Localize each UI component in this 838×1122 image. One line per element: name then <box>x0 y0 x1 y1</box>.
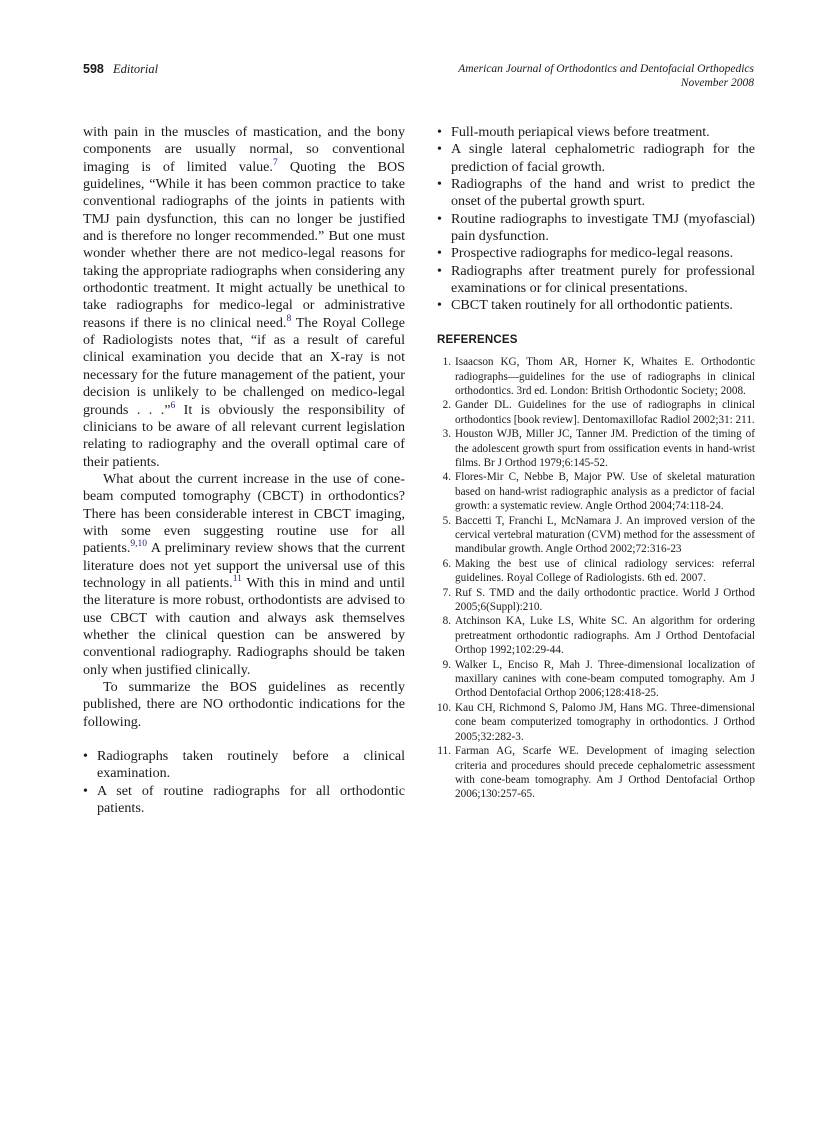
list-item: • Radiographs taken routinely before a clinical examination. <box>83 748 405 783</box>
citation-link[interactable]: 6 <box>170 400 176 411</box>
section-name: Editorial <box>112 62 159 76</box>
reference-item: 4. Flores-Mir C, Nebbe B, Major PW. Use of skeletal maturation based on hand-wrist radiographic analysis as a predictor of facial growth: a systematic review. Angle Orthod 2004;74:118-24. <box>442 471 755 513</box>
list-item: • Full-mouth periapical views before treatment. <box>437 124 755 141</box>
page-number: 598 <box>83 62 104 76</box>
reference-item: 2. Gander DL. Guidelines for the use of radiographs in clinical orthodontics [book review]. Dentomaxillofac Radiol 2002;31: 211. <box>442 399 755 426</box>
citation-link[interactable]: 8 <box>286 313 292 324</box>
references-list <box>437 355 755 802</box>
reference-item: 3. Houston WJB, Miller JC, Tanner JM. Prediction of the timing of the adolescent growth spurt from ossification events in hand-wrist films. Br J Orthod 1979;6:145-52. <box>442 428 755 469</box>
spacer <box>83 731 405 748</box>
reference-item: 6. Making the best use of clinical radiology services: referral guidelines. Royal College of Radiologists. 6th ed. 2007. <box>442 557 755 585</box>
reference-item: 10. Kau CH, Richmond S, Palomo JM, Hans MG. Three-dimensional cone beam computerized tomography in orthodontics. J Orthod 2005;32:282-3. <box>437 701 755 743</box>
references-heading: REFERENCES <box>437 333 518 346</box>
reference-item: 8. Atchinson KA, Luke LS, White SC. An algorithm for ordering pretreatment orthodontic radiographs. Am J Orthod Dentofacial Orthop 1992;102:29-44. <box>442 615 755 657</box>
reference-item: 1. Isaacson KG, Thom AR, Horner K, Whaites E. Orthodontic radiographs—guidelines for the use of radiographs in clinical orthodontics. 3rd ed. London: British Orthodontic Society; 2008. <box>442 356 755 397</box>
citation-link[interactable]: 7 <box>272 157 278 168</box>
left-column <box>83 124 405 817</box>
reference-item: 9. Walker L, Enciso R, Mah J. Three-dimensional localization of maxillary canines with cone-beam computed tomography. Am J Orthod Dentofacial Orthop 2006;128:418-25. <box>442 658 755 700</box>
running-header-left <box>83 62 158 77</box>
list-item: • Prospective radiographs for medico-legal reasons. <box>437 245 755 262</box>
reference-item: 5. Baccetti T, Franchi L, McNamara J. An improved version of the cervical vertebral maturation (CVM) method for the assessment of mandibular growth. Angle Orthod 2002;72:316-23 <box>442 514 755 556</box>
no-indication-list-part1 <box>83 748 405 817</box>
list-item: • CBCT taken routinely for all orthodontic patients. <box>437 297 755 314</box>
reference-item: 11. Farman AG, Scarfe WE. Development of imaging selection criteria and procedures should precede cephalometric assessment with cone-beam tomography. Am J Orthod Dentofacial Orthop 2006;130:257-65. <box>437 745 755 801</box>
citation-link[interactable]: 11 <box>232 573 242 584</box>
list-item: • Radiographs after treatment purely for professional examinations or for clinical presentations. <box>437 263 755 298</box>
list-item: • Radiographs of the hand and wrist to predict the onset of the pubertal growth spurt. <box>437 176 755 211</box>
running-header-right <box>458 62 754 90</box>
no-indication-list-part2 <box>437 124 755 315</box>
reference-item: 7. Ruf S. TMD and the daily orthodontic practice. World J Orthod 2005;6(Suppl):210. <box>442 586 755 614</box>
list-item: • A set of routine radiographs for all orthodontic patients. <box>83 783 405 818</box>
journal-title: American Journal of Orthodontics and Dentofacial Orthopedics <box>458 63 754 75</box>
citation-link[interactable]: 9,10 <box>130 539 147 550</box>
list-item: • A single lateral cephalometric radiograph for the prediction of facial growth. <box>437 141 755 176</box>
paragraph-tmj: with pain in the muscles of mastication, and the bony components are usually normal, so conventional imaging is of limited value.$^7$ Quoting the BOS guidelines, “While it has been common practice to take conventional radiographs of the joints in patients with TMJ pain dysfunction, this can no longer be justified and is therefore no longer recommended.” But one must wonder whether there are not medico-legal reasons for taking the appropriate radiographs when considering any orthodontic treatment. It might actually be unethical to take radiographs for medico-legal or administrative reasons if there is no clinical need.$^8$ The Royal College of Radiologists notes that, “if as a result of careful clinical examination you decide that an X-ray is not necessary for the future management of the patient, your decision is unlikely to be challenged on medico-legal grounds . . .”$^6$ It is obviously the responsibility of clinicians to be aware of all relevant current legislation relating to radiography and the overall optimal care of their patients. <box>83 124 406 470</box>
paragraph-summary: To summarize the BOS guidelines as recently published, there are NO orthodontic indications for the following. <box>83 679 405 730</box>
list-item: • Routine radiographs to investigate TMJ (myofascial) pain dysfunction. <box>437 211 755 246</box>
issue-date: November 2008 <box>680 77 754 89</box>
paragraph-cbct: What about the current increase in the use of cone-beam computed tomography (CBCT) in orthodontics? There has been considerable interest in CBCT imaging, with some even suggesting routine use for all patients.$^{9,10}$ A preliminary review shows that the current literature does not yet support the universal use of this technology in all patients.$^{11}$ With this in mind and until the literature is more robust, orthodontists are advised to use CBCT with caution and always ask themselves whether the clinical question can be answered by conventional radiography. Radiographs should be taken only when justified clinically. <box>83 470 405 678</box>
right-column <box>437 124 755 802</box>
